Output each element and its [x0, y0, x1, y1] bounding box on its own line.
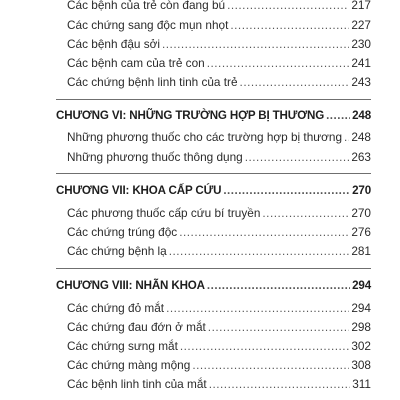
toc-entry-page: 308 [351, 358, 371, 372]
toc-entry-page: 281 [351, 244, 371, 258]
toc-leader-dots [326, 109, 350, 123]
toc-entry-page: 227 [351, 18, 371, 32]
toc-leader-dots [262, 206, 349, 220]
chapter-title: CHƯƠNG VI: NHỮNG TRƯỜNG HỢP BỊ THƯƠNG [56, 109, 325, 122]
toc-entry-title: Các chứng sưng mắt [67, 339, 178, 353]
toc-entry-title: Những phương thuốc thông dụng [67, 150, 243, 164]
toc-entry-title: Các chứng màng mộng [67, 358, 191, 372]
toc-leader-dots [162, 37, 349, 51]
toc-entry [67, 339, 371, 353]
toc-entry-page: 298 [351, 320, 371, 334]
toc-entry [67, 0, 371, 12]
toc-entry-page: 248 [351, 130, 371, 144]
toc-entry-page: 243 [351, 75, 371, 89]
chapter-heading [56, 279, 371, 293]
chapter-page: 294 [352, 279, 371, 292]
toc-entry-title: Các chứng đau đớn ở mắt [67, 320, 206, 334]
toc-entry [67, 56, 371, 70]
toc-entry-page: 270 [351, 206, 371, 220]
chapter-page: 248 [352, 109, 371, 122]
toc-entry-page: 311 [352, 377, 371, 391]
toc-leader-dots [180, 339, 349, 353]
toc-leader-dots [207, 56, 350, 70]
toc-entry [67, 206, 371, 220]
toc-entry-title: Các bệnh cam của trẻ con [67, 56, 205, 70]
toc-entry-title: Các phương thuốc cấp cứu bí truyền [67, 206, 261, 220]
toc-entry-page: 217 [351, 0, 371, 12]
toc-leader-dots [227, 0, 349, 12]
toc-leader-dots [192, 358, 349, 372]
toc-entry-title: Những phương thuốc cho các trường hợp bị thương [67, 130, 343, 144]
toc-leader-dots [230, 18, 349, 32]
chapter-title: CHƯƠNG VII: KHOA CẤP CỨU [56, 184, 222, 197]
chapter-heading [56, 184, 371, 198]
chapter-heading [56, 109, 371, 123]
toc-leader-dots [240, 75, 350, 89]
toc-entry-title: Các chứng sang độc mụn nhọt [67, 18, 229, 32]
toc-entry [67, 377, 371, 391]
toc-entry-page: 230 [351, 37, 371, 51]
toc-entry [67, 18, 371, 32]
toc-entry [67, 130, 371, 144]
toc-leader-dots [207, 279, 350, 293]
toc-entry [67, 150, 371, 164]
toc-entry-title: Các bệnh của trẻ còn đang bú [67, 0, 226, 12]
toc-leader-dots [179, 225, 349, 239]
toc-entry-title: Các chứng bệnh lạ [67, 244, 167, 258]
toc-entry [67, 37, 371, 51]
section-divider [56, 99, 371, 100]
toc-leader-dots [169, 244, 350, 258]
toc-leader-dots [245, 150, 350, 164]
toc-leader-dots [344, 130, 349, 144]
toc-entry-page: 302 [351, 339, 371, 353]
toc-entry [67, 244, 371, 258]
toc-leader-dots [208, 320, 350, 334]
toc-leader-dots [166, 301, 349, 315]
toc-entry-page: 276 [351, 225, 371, 239]
toc-entry [67, 301, 371, 315]
toc-entry [67, 320, 371, 334]
toc-entry [67, 358, 371, 372]
toc-leader-dots [223, 184, 350, 198]
toc-entry-page: 294 [351, 301, 371, 315]
section-divider [56, 173, 371, 174]
chapter-title: CHƯƠNG VIII: NHÃN KHOA [56, 279, 205, 292]
toc-leader-dots [209, 377, 351, 391]
section-divider [56, 268, 371, 269]
toc-entry-title: Các chứng trúng độc [67, 225, 178, 239]
chapter-page: 270 [352, 184, 371, 197]
toc-entry-title: Các chứng đỏ mắt [67, 301, 165, 315]
toc-entry-title: Các chứng bệnh linh tinh của trẻ [67, 75, 238, 89]
toc-entry-page: 263 [351, 150, 371, 164]
toc-entry-title: Các bệnh linh tinh của mắt [67, 377, 207, 391]
toc-entry-title: Các bệnh đậu sởi [67, 37, 160, 51]
toc-entry [67, 225, 371, 239]
toc-entry [67, 75, 371, 89]
toc-entry-page: 241 [351, 56, 371, 70]
